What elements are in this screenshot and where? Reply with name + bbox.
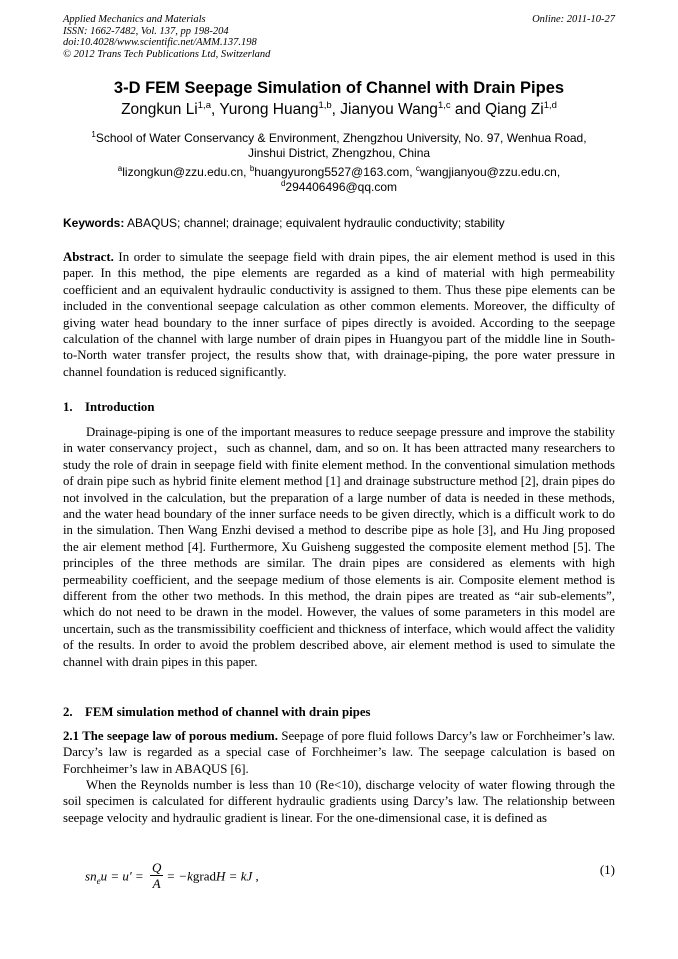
eq-fraction — [150, 860, 163, 891]
equation-number: (1) — [599, 862, 615, 877]
eq-rhs: H = kJ — [216, 868, 253, 884]
author-name: Yurong Huang — [219, 101, 319, 118]
affiliation-mark: 1 — [91, 130, 96, 139]
author-affil-mark: 1,b — [318, 99, 332, 111]
subsection-label: 2.1 The seepage law of porous medium. — [63, 729, 278, 743]
author-name: Zongkun Li — [121, 101, 198, 118]
section-number: 2. — [63, 705, 73, 719]
eq-numerator: Q — [151, 860, 162, 875]
eq-denominator: A — [152, 876, 161, 891]
subsection-2-1-paragraph — [63, 728, 615, 777]
author-affil-mark: 1,d — [543, 99, 557, 111]
doi-line: doi:10.4028/www.scientific.net/AMM.137.198 — [63, 37, 257, 49]
author-list — [40, 101, 638, 119]
email-mark: a — [117, 164, 123, 173]
email-link[interactable]: lizongkun@zzu.edu.cn, — [122, 165, 250, 179]
issn-line: ISSN: 1662-7482, Vol. 137, pp 198-204 — [63, 25, 229, 37]
section-title: Introduction — [85, 400, 155, 414]
keywords-text: ABAQUS; channel; drainage; equivalent hydraulic conductivity; stability — [124, 216, 505, 230]
abstract-label: Abstract. — [63, 250, 114, 264]
journal-header — [63, 14, 615, 60]
affiliation-line-1: School of Water Conservancy & Environment, Zhengzhou University, No. 97, Wenhua Road, — [95, 131, 587, 145]
keywords-label: Keywords: — [63, 216, 125, 230]
abstract-text: In order to simulate the seepage field with drain pipes, the air element method is used in this paper. In this method, the pipe elements are regarded as a kind of material with high permeability coefficient and an equivalent hydraulic conductivity is assigned to them. Thus these pipe elements can be included in the conventional seepage calculation as other common elements. Moreover, the difficulty of giving water head boundary to the inner surface of pipes directly is avoided. According to the seepage calculation of the channel with large number of drain pipes in Huangyou part of the middle line in South-to-North water transfer project, the results show that, with drainage-piping, the pore water pressure in channel foundation is reduced significantly. — [63, 250, 615, 379]
online-date: Online: 2011-10-27 — [532, 14, 615, 25]
darcy-paragraph: When the Reynolds number is less than 10 (Re<10), discharge velocity of water flowing through the soil specimen is calculated for different hydraulic gradients using Darcy’s law. The relationship between seepage velocity and hydraulic gradient is linear. For the one-dimensional case, it is defined as — [63, 778, 615, 825]
subsection-text: Seepage of pore fluid follows Darcy’s law or Forchheimer’s law. Darcy’s law is regarded as a special case of Forchheimer’s law. The seepage calculation is based on Forchheimer’s law in ABAQUS [6]. — [63, 729, 615, 776]
section-number: 1. — [63, 400, 73, 414]
author-separator: and — [450, 101, 486, 118]
email-mark: c — [415, 164, 420, 173]
author-affil-mark: 1,a — [197, 99, 211, 111]
author-separator: , — [210, 101, 220, 118]
email-link[interactable]: wangjianyou@zzu.edu.cn, — [419, 165, 561, 179]
author-name: Jianyou Wang — [340, 101, 438, 118]
author-name: Qiang Zi — [485, 101, 544, 118]
keywords — [63, 216, 615, 230]
abstract — [63, 249, 615, 380]
email-mark: b — [249, 164, 255, 173]
author-separator: , — [331, 101, 341, 118]
author-emails — [90, 165, 588, 195]
affiliation-line-2: Jinshui District, Zhengzhou, China — [247, 146, 431, 160]
copyright-line: © 2012 Trans Tech Publications Ltd, Switzerland — [63, 48, 271, 60]
section-heading-introduction — [63, 400, 615, 415]
email-link[interactable]: 294406496@qq.com — [285, 180, 398, 194]
eq-comma: , — [252, 868, 259, 884]
eq-grad-operator: grad — [192, 868, 217, 884]
section-title: FEM simulation method of channel with drain pipes — [85, 705, 371, 719]
equation-body — [85, 862, 259, 893]
eq-symbol-s: s — [85, 868, 91, 884]
introduction-paragraph: Drainage-piping is one of the important measures to reduce seepage pressure and improve the stability in water conservancy project，such as channel, dam, and so on. It has been attracted many researchers to study the role of drain in seepage field with finite element method. In the conventional simulation methods of drain pipe such as hybrid finite element method [1] and drainage substructure method [2], drain pipes do not involved in the calculation, but the preparation of a large number of data is needed in these methods, and the water head boundary of the inner surface needs to be given directly, which is a difficult work to do in the simulation. Then Wang Enzhi devised a method to describe pipe as hole [3], and Hu Jing proposed the air element method [4]. Furthermore, Xu Guisheng suggested the composite element method [5]. The principles of the three methods are similar. The drain pipes are considered as elements with high permeability coefficient, and the seepage medium of those elements is air. Composite element method is different from the other two methods. In this method, the drain pipes are treated as “air sub-elements”, which do not need to be drawn in the model. However, the values of some parameters in this model are uncertain, such as the transmissibility coefficient and thickness of interface, which would affect the validity of the results. In order to avoid the problem described above, air element method is used to simulate the channel with drain pipes in this paper. — [63, 425, 615, 669]
email-mark: d — [280, 179, 286, 188]
affiliation — [70, 131, 608, 161]
journal-name: Applied Mechanics and Materials — [63, 14, 206, 25]
email-link[interactable]: huangyurong5527@163.com, — [254, 165, 416, 179]
equation-1 — [85, 851, 615, 891]
author-affil-mark: 1,c — [437, 99, 451, 111]
paper-title: 3-D FEM Seepage Simulation of Channel with Drain Pipes — [113, 79, 565, 97]
section-heading-fem — [63, 705, 615, 720]
eq-minus-k: = −k — [166, 868, 193, 884]
eq-velocity: u = u′ = — [100, 868, 144, 884]
eq-subscript-e: e — [96, 876, 101, 887]
eq-symbol-n: n — [90, 868, 97, 884]
